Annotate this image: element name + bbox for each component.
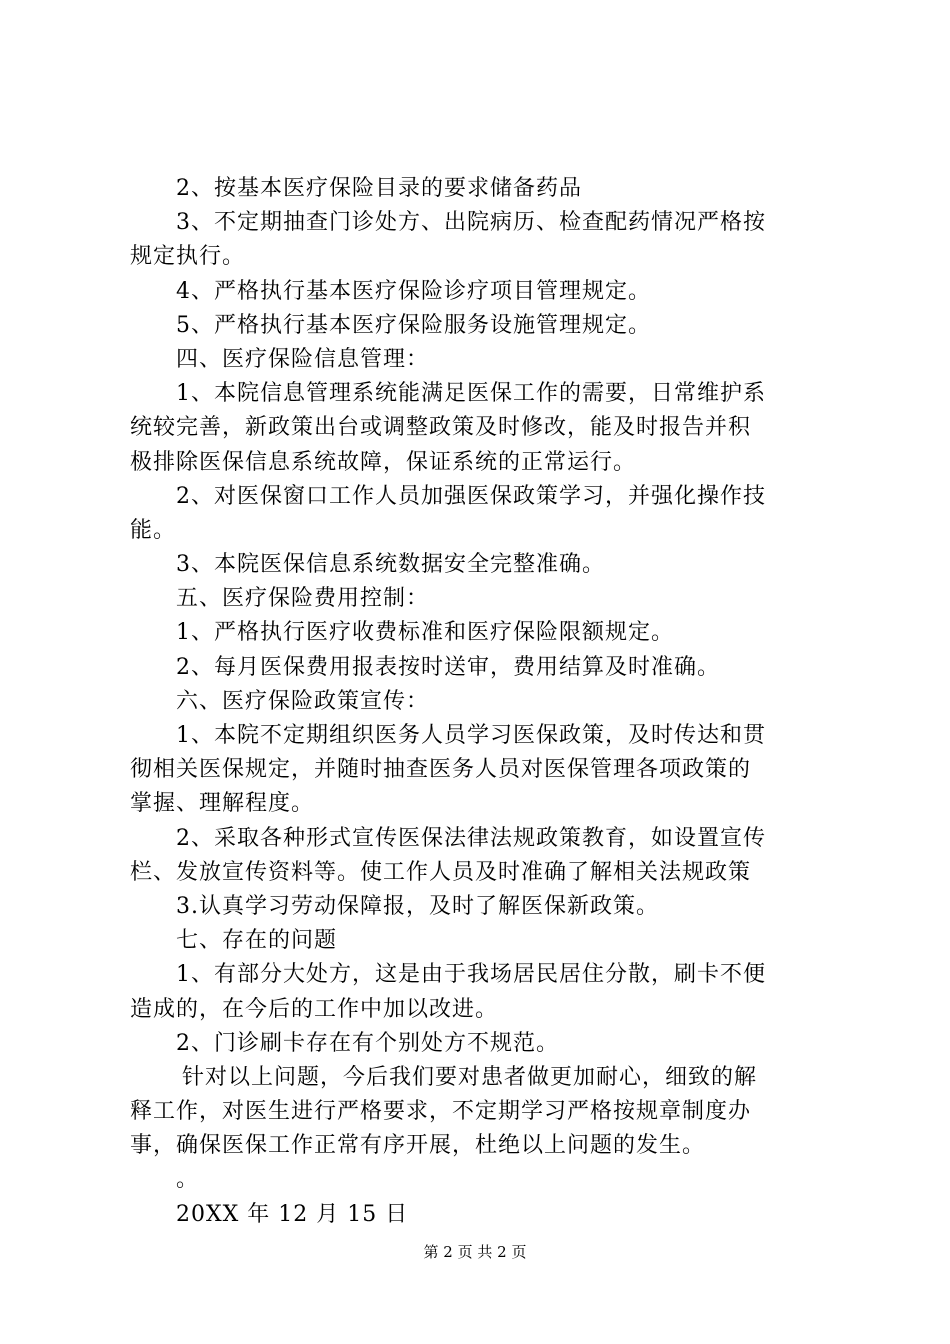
text-line: 2、门诊刷卡存在有个别处方不规范。 [176,1030,559,1056]
text-line: 5、严格执行基本医疗保险服务设施管理规定。 [176,312,651,338]
text-line: 2、每月医保费用报表按时送审，费用结算及时准确。 [176,654,720,680]
text-line: 1、严格执行医疗收费标准和医疗保险限额规定。 [176,620,674,646]
section-heading: 五、医疗保险费用控制： [176,586,430,612]
text-line: 。 [176,1167,200,1193]
text-line: 造成的，在今后的工作中加以改进。 [130,996,499,1022]
text-line: 能。 [130,517,177,543]
text-line: 1、本院不定期组织医务人员学习医保政策，及时传达和贯 [176,723,766,748]
text-line: 规定执行。 [130,244,246,270]
document-body [130,172,834,1232]
section-heading: 七、存在的问题 [176,928,338,954]
text-line: 统较完善，新政策出台或调整政策及时修改，能及时报告并积 [130,415,752,441]
text-line: 1、有部分大处方，这是由于我场居民居住分散，刷卡不便 [176,962,766,988]
section-heading: 六、医疗保险政策宣传： [176,688,430,714]
text-line: 掌握、理解程度。 [130,791,315,817]
text-line: 针对以上问题，今后我们要对患者做更加耐心，细致的解 [182,1064,758,1090]
text-line: 3、不定期抽查门诊处方、出院病历、检查配药情况严格按 [176,210,766,236]
text-line: 极排除医保信息系统故障，保证系统的正常运行。 [130,449,637,475]
text-line: 2、按基本医疗保险目录的要求储备药品 [176,176,582,201]
text-line: 2、采取各种形式宣传医保法律法规政策教育，如设置宣传 [176,825,766,851]
text-line: 2、对医保窗口工作人员加强医保政策学习，并强化操作技 [176,483,766,509]
date-line: 20XX 年 12 月 15 日 [176,1201,409,1227]
text-line: 彻相关医保规定，并随时抽查医务人员对医保管理各项政策的 [130,757,752,783]
page-number-footer: 第 2 页 共 2 页 [423,1243,527,1261]
text-line: 4、严格执行基本医疗保险诊疗项目管理规定。 [176,278,651,304]
text-line: 1、本院信息管理系统能满足医保工作的需要，日常维护系 [176,381,766,407]
text-line: 3、本院医保信息系统数据安全完整准确。 [176,552,605,578]
text-line: 释工作，对医生进行严格要求，不定期学习严格按规章制度办 [130,1099,752,1125]
text-line: 栏、发放宣传资料等。使工作人员及时准确了解相关法规政策 [130,859,752,885]
text-line: 3.认真学习劳动保障报，及时了解医保新政策。 [176,893,659,919]
text-line: 事，确保医保工作正常有序开展，杜绝以上问题的发生。 [130,1133,706,1159]
section-heading: 四、医疗保险信息管理： [176,346,430,372]
